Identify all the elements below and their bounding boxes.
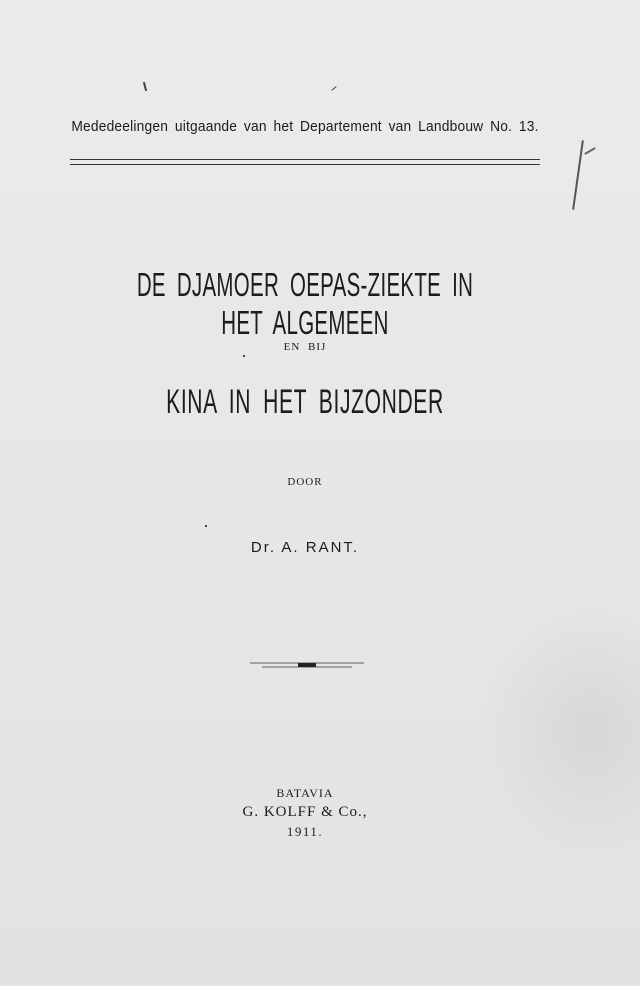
paper-stain [480,600,640,860]
by-label: DOOR [287,476,323,488]
second-title: KINA IN HET BIJZONDER [166,383,444,421]
ink-speck [205,525,207,527]
series-heading: Mededeelingen uitgaande van het Departement van Landbouw No. 13. [71,118,539,135]
ornamental-rule [248,658,366,672]
title-conjunction: EN BIJ [283,341,327,353]
margin-pencil-mark [572,140,584,210]
double-rule [70,159,540,165]
imprint-publisher: G. KOLFF & Co., [242,804,368,820]
author-name: Dr. A. RANT. [250,539,360,556]
ink-speck [243,355,245,357]
ink-speck [331,86,336,91]
imprint-year: 1911. [286,824,324,839]
main-title: DE DJAMOER OEPAS-ZIEKTE IN HET ALGEMEEN [136,266,474,341]
imprint-city: BATAVIA [276,786,334,800]
ink-speck [143,82,147,91]
margin-pencil-mark [584,147,595,155]
